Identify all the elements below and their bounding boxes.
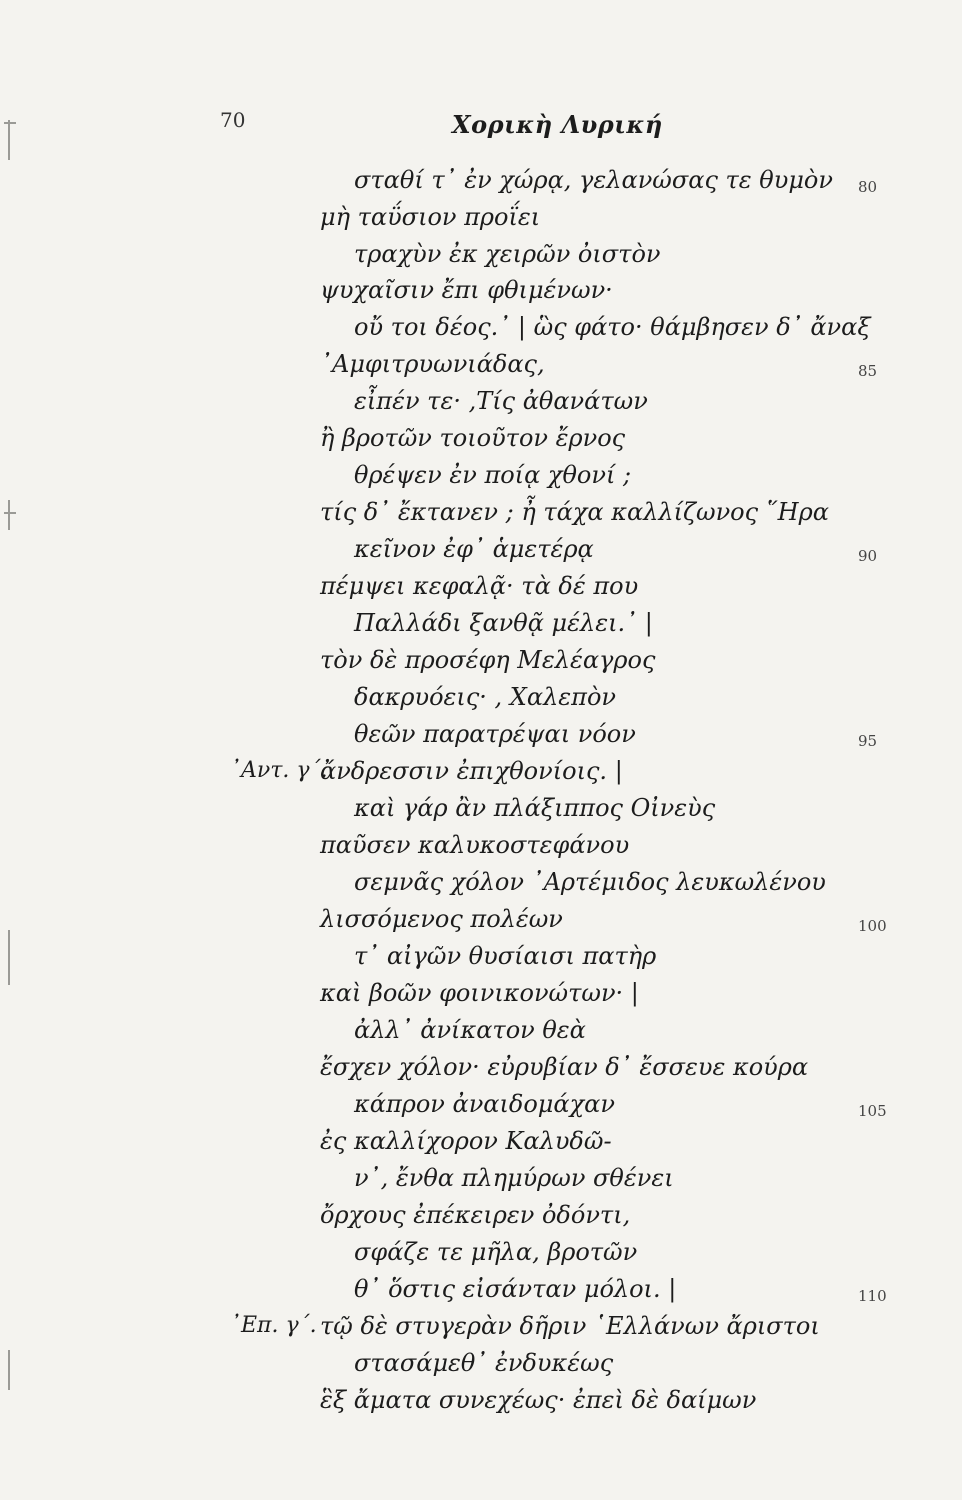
poem-line: ἀλλ᾽ ἀνίκατον θεὰ bbox=[354, 1016, 586, 1044]
poem-line: κεῖνον ἐφ᾽ ἁμετέρᾳ bbox=[354, 535, 594, 563]
poem-line: καὶ γάρ ἂν πλάξιππος Οἰνεὺς bbox=[354, 794, 716, 822]
line-number: 105 bbox=[858, 1102, 887, 1120]
line-number: 100 bbox=[858, 917, 887, 935]
poem-line: δακρυόεις· , Χαλεπὸν bbox=[354, 683, 616, 711]
margin-edge-tick bbox=[4, 122, 16, 124]
poem-line: ᾽Αμφιτρυωνιάδας, bbox=[320, 350, 545, 378]
poem-line: ἓξ ἄματα συνεχέως· ἐπεὶ δὲ δαίμων bbox=[320, 1386, 757, 1414]
margin-edge-tick bbox=[4, 512, 16, 514]
line-number: 90 bbox=[858, 547, 878, 565]
margin-edge-mark bbox=[8, 500, 10, 530]
running-title: Χορικὴ Λυρική bbox=[452, 110, 663, 139]
poem-line: τὸν δὲ προσέφη Μελέαγρος bbox=[320, 646, 656, 674]
margin-edge-mark bbox=[8, 120, 10, 160]
poem-line: θ᾽ ὅστις εἰσάνταν μόλοι. | bbox=[354, 1275, 677, 1303]
margin-edge-mark bbox=[8, 930, 10, 985]
line-number: 110 bbox=[858, 1287, 887, 1305]
poem-line: ἔσχεν χόλον· εὐρυβίαν δ᾽ ἔσσευε κούρα bbox=[320, 1053, 809, 1081]
poem-line: ἢ βροτῶν τοιοῦτον ἔρνος bbox=[320, 424, 626, 452]
poem-line: στασάμεθ᾽ ἐνδυκέως bbox=[354, 1349, 614, 1377]
poem-line: κάπρον ἀναιδομάχαν bbox=[354, 1090, 615, 1118]
poem-line: ἐς καλλίχορον Καλυδῶ- bbox=[320, 1127, 612, 1155]
poem-line: ἄνδρεσσιν ἐπιχθονίοις. | bbox=[320, 757, 623, 785]
strophe-label: ᾽Επ. γ΄. bbox=[230, 1313, 317, 1338]
poem-line: τῷ δὲ στυγερὰν δῆριν ῾Ελλάνων ἄριστοι bbox=[320, 1312, 820, 1340]
poem-line: τ᾽ αἰγῶν θυσίαισι πατὴρ bbox=[354, 942, 657, 970]
poem-line: μὴ ταΰσιον προΐει bbox=[320, 203, 541, 231]
poem-line: θρέψεν ἐν ποίᾳ χθονί ; bbox=[354, 461, 632, 489]
poem-line: τραχὺν ἐκ χειρῶν ὀιστὸν bbox=[354, 240, 661, 268]
line-number: 95 bbox=[858, 732, 878, 750]
poem-line: ν᾽, ἔνθα πλημύρων σθένει bbox=[354, 1164, 674, 1192]
poem-line: οὔ τοι δέος.᾽ | ὣς φάτο· θάμβησεν δ᾽ ἄναξ bbox=[354, 313, 871, 341]
poem-line: τίς δ᾽ ἔκτανεν ; ἦ τάχα καλλίζωνος ῞Ηρα bbox=[320, 498, 829, 526]
poem-line: παῦσεν καλυκοστεφάνου bbox=[320, 831, 630, 859]
poem-line: πέμψει κεφαλᾷ· τὰ δέ που bbox=[320, 572, 639, 600]
poem-line: ὄρχους ἐπέκειρεν ὀδόντι, bbox=[320, 1201, 631, 1229]
line-number: 85 bbox=[858, 362, 878, 380]
line-number: 80 bbox=[858, 178, 878, 196]
poem-line: Παλλάδι ξανθᾷ μέλει.᾽ | bbox=[354, 609, 653, 637]
poem-line: εἶπέν τε· ,Τίς ἀθανάτων bbox=[354, 387, 648, 415]
poem-line: ψυχαῖσιν ἔπι φθιμένων· bbox=[320, 276, 613, 304]
poem-line: θεῶν παρατρέψαι νόον bbox=[354, 720, 636, 748]
poem-line: σφάζε τε μῆλα, βροτῶν bbox=[354, 1238, 638, 1266]
poem-line: σταθί τ᾽ ἐν χώρᾳ, γελανώσας τε θυμὸν bbox=[354, 166, 833, 194]
margin-edge-mark bbox=[8, 1350, 10, 1390]
page-number: 70 bbox=[220, 108, 246, 132]
strophe-label: ᾽Αντ. γ΄. bbox=[230, 758, 328, 783]
poem-line: καὶ βοῶν φοινικονώτων· | bbox=[320, 979, 639, 1007]
poem-line: λισσόμενος πολέων bbox=[320, 905, 563, 933]
poem-line: σεμνᾶς χόλον ᾽Αρτέμιδος λευκωλένου bbox=[354, 868, 826, 896]
